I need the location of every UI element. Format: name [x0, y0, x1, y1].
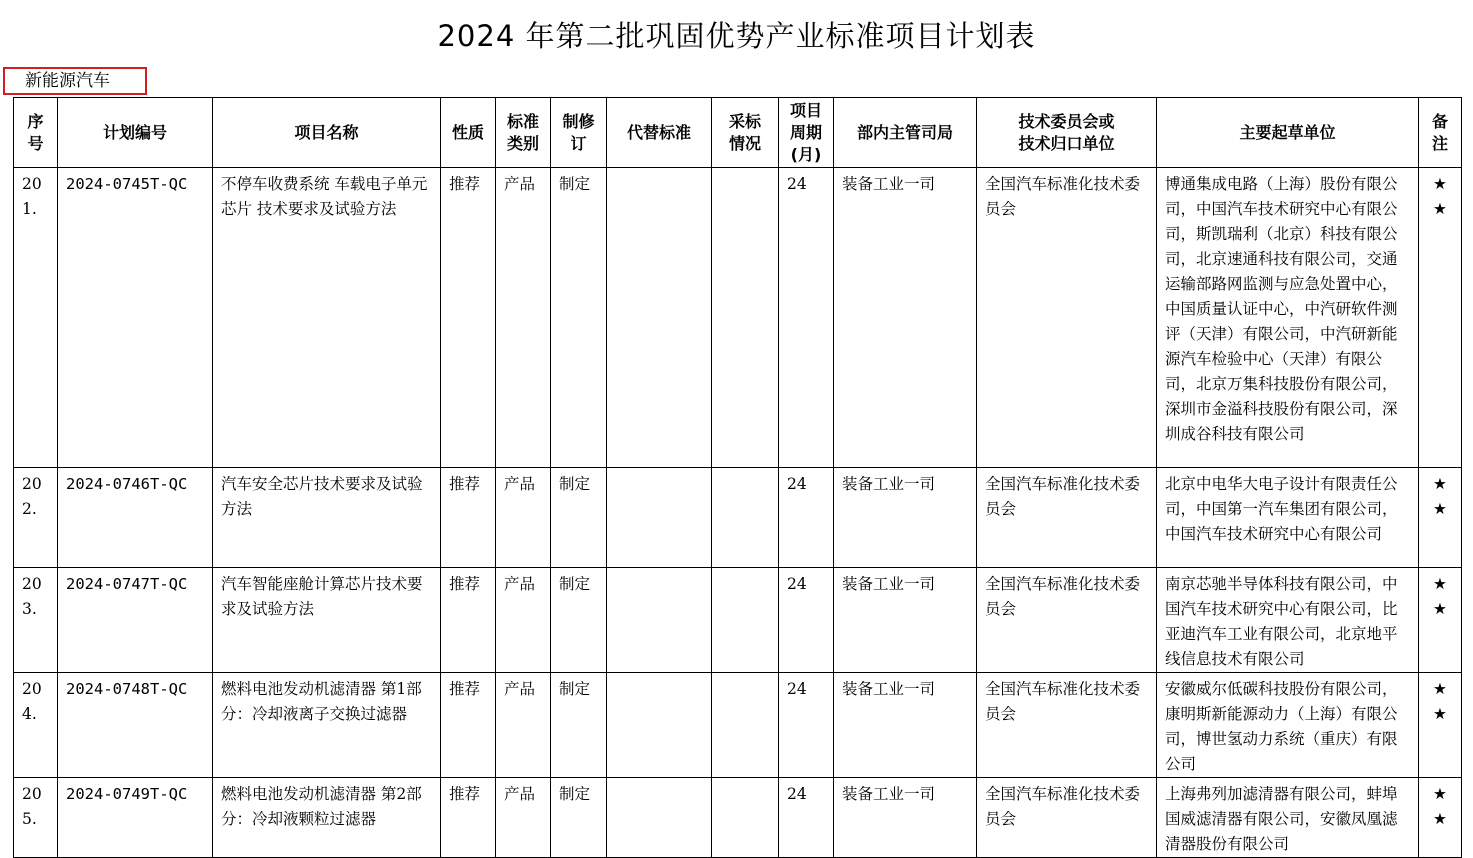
row-remark	[1419, 673, 1462, 778]
table-row	[14, 673, 1462, 778]
row-code: 2024-0748T-QC	[58, 673, 213, 778]
header-period: 项目 周期 (月)	[779, 98, 834, 168]
row-no: 203.	[14, 568, 58, 673]
row-adopt	[712, 168, 779, 468]
table-row	[14, 468, 1462, 568]
row-dept: 装备工业一司	[834, 468, 977, 568]
row-code: 2024-0746T-QC	[58, 468, 213, 568]
row-period: 24	[779, 568, 834, 673]
page-title: 2024 年第二批巩固优势产业标准项目计划表	[437, 19, 1036, 53]
row-nature: 推荐	[441, 673, 496, 778]
row-revise: 制定	[551, 673, 607, 778]
header-std-type: 标准 类别	[496, 98, 551, 168]
header-code: 计划编号	[58, 98, 213, 168]
header-nature: 性质	[441, 98, 496, 168]
star-icon: ★	[1433, 680, 1447, 698]
row-remark	[1419, 168, 1462, 468]
row-no: 205.	[14, 778, 58, 858]
row-nature: 推荐	[441, 778, 496, 858]
row-adopt	[712, 778, 779, 858]
row-remark	[1419, 778, 1462, 858]
header-revise: 制修 订	[551, 98, 607, 168]
row-name: 不停车收费系统 车载电子单元芯片 技术要求及试验方法	[213, 168, 441, 468]
row-committee: 全国汽车标准化技术委员会	[977, 468, 1157, 568]
star-icon: ★	[1433, 175, 1447, 193]
row-units: 博通集成电路（上海）股份有限公司，中国汽车技术研究中心有限公司，斯凯瑞利（北京）科技有限公司，北京速通科技有限公司，交通运输部路网监测与应急处置中心，中国质量认证中心，中汽研软件测评（天津）有限公司，中汽研新能源汽车检验中心（天津）有限公司，北京万集科技股份有限公司，深圳市金溢科技股份有限公司，深圳成谷科技有限公司	[1157, 168, 1419, 468]
header-row	[14, 98, 1462, 168]
row-committee: 全国汽车标准化技术委员会	[977, 568, 1157, 673]
row-no: 201.	[14, 168, 58, 468]
star-icon: ★	[1433, 705, 1447, 723]
row-nature: 推荐	[441, 468, 496, 568]
row-replace	[607, 168, 712, 468]
row-name: 燃料电池发动机滤清器 第2部分：冷却液颗粒过滤器	[213, 778, 441, 858]
star-icon: ★	[1433, 600, 1447, 618]
row-std-type: 产品	[496, 778, 551, 858]
row-dept: 装备工业一司	[834, 568, 977, 673]
header-name: 项目名称	[213, 98, 441, 168]
row-dept: 装备工业一司	[834, 168, 977, 468]
row-std-type: 产品	[496, 168, 551, 468]
row-revise: 制定	[551, 168, 607, 468]
row-code: 2024-0745T-QC	[58, 168, 213, 468]
row-period: 24	[779, 778, 834, 858]
row-code: 2024-0749T-QC	[58, 778, 213, 858]
section-label: 新能源汽车	[3, 67, 147, 95]
row-adopt	[712, 673, 779, 778]
star-icon: ★	[1433, 200, 1447, 218]
row-code: 2024-0747T-QC	[58, 568, 213, 673]
header-adopt: 采标 情况	[712, 98, 779, 168]
row-remark	[1419, 568, 1462, 673]
row-units: 上海弗列加滤清器有限公司，蚌埠国威滤清器有限公司，安徽凤凰滤清器股份有限公司	[1157, 778, 1419, 858]
header-committee: 技术委员会或 技术归口单位	[977, 98, 1157, 168]
row-period: 24	[779, 468, 834, 568]
row-no: 204.	[14, 673, 58, 778]
header-dept: 部内主管司局	[834, 98, 977, 168]
row-dept: 装备工业一司	[834, 778, 977, 858]
header-replace: 代替标准	[607, 98, 712, 168]
row-adopt	[712, 468, 779, 568]
table-row	[14, 568, 1462, 673]
row-committee: 全国汽车标准化技术委员会	[977, 673, 1157, 778]
row-replace	[607, 568, 712, 673]
star-icon: ★	[1433, 810, 1447, 828]
row-revise: 制定	[551, 468, 607, 568]
header-units: 主要起草单位	[1157, 98, 1419, 168]
row-committee: 全国汽车标准化技术委员会	[977, 778, 1157, 858]
row-revise: 制定	[551, 568, 607, 673]
table-row	[14, 168, 1462, 468]
row-adopt	[712, 568, 779, 673]
row-std-type: 产品	[496, 468, 551, 568]
row-dept: 装备工业一司	[834, 673, 977, 778]
row-units: 安徽威尔低碳科技股份有限公司，康明斯新能源动力（上海）有限公司，博世氢动力系统（重庆）有限公司	[1157, 673, 1419, 778]
row-replace	[607, 778, 712, 858]
row-nature: 推荐	[441, 568, 496, 673]
row-name: 汽车安全芯片技术要求及试验方法	[213, 468, 441, 568]
table-row	[14, 778, 1462, 858]
row-period: 24	[779, 673, 834, 778]
star-icon: ★	[1433, 785, 1447, 803]
row-std-type: 产品	[496, 673, 551, 778]
plan-table	[13, 97, 1462, 858]
row-name: 燃料电池发动机滤清器 第1部分：冷却液离子交换过滤器	[213, 673, 441, 778]
star-icon: ★	[1433, 575, 1447, 593]
row-nature: 推荐	[441, 168, 496, 468]
row-replace	[607, 468, 712, 568]
row-name: 汽车智能座舱计算芯片技术要求及试验方法	[213, 568, 441, 673]
row-committee: 全国汽车标准化技术委员会	[977, 168, 1157, 468]
star-icon: ★	[1433, 500, 1447, 518]
row-units: 南京芯驰半导体科技有限公司，中国汽车技术研究中心有限公司，比亚迪汽车工业有限公司，北京地平线信息技术有限公司	[1157, 568, 1419, 673]
row-revise: 制定	[551, 778, 607, 858]
row-period: 24	[779, 168, 834, 468]
row-std-type: 产品	[496, 568, 551, 673]
star-icon: ★	[1433, 475, 1447, 493]
row-replace	[607, 673, 712, 778]
header-no: 序 号	[14, 98, 58, 168]
header-remark: 备 注	[1419, 98, 1462, 168]
row-no: 202.	[14, 468, 58, 568]
row-remark	[1419, 468, 1462, 568]
row-units: 北京中电华大电子设计有限责任公司，中国第一汽车集团有限公司，中国汽车技术研究中心有限公司	[1157, 468, 1419, 568]
